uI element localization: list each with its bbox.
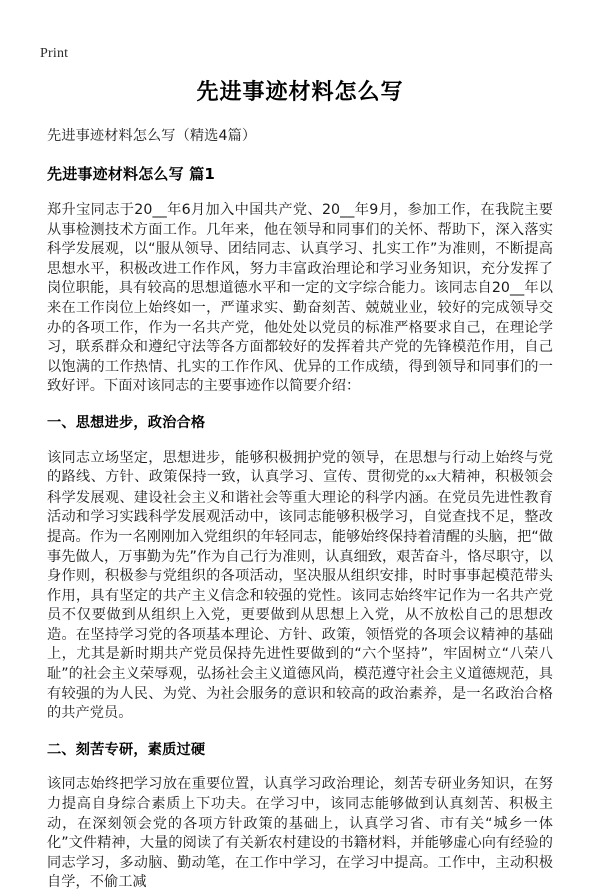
page-title: 先进事迹材料怎么写 — [196, 80, 404, 105]
article-heading: 先进事迹材料怎么写 篇1 — [47, 165, 216, 183]
section-1-paragraph — [47, 449, 553, 724]
section-1-redacted-number: xx — [424, 473, 437, 485]
section-2-paragraph: 该同志始终把学习放在重要位置，认真学习政治理论，刻苦专研业务知识，在努力提高自身综合素质上下功夫。在学习中，该同志能够做到认真刻苦、积极主动，在深刻领会党的各项方针政策的基础上，认真学习省、市有关“城乡一体化”文件精神，大量的阅读了有关新农村建设的书籍材料，并能够虚心向有经验的同志学习，多动脑、勤动笔，在工作中学习，在学习中提高。工作中，主动积极自学，不偷工减 — [47, 776, 553, 891]
section-1-text-part-a: 该同志立场坚定，思想进步，能够积极拥护党的领导，在思想与行动上始终与党的路线、方针、政策保持一致，认真学习、宣传、贯彻党的 — [47, 449, 553, 486]
section-heading-1: 一、思想进步，政治合格 — [47, 414, 206, 431]
section-heading-2: 二、刻苦专研，素质过硬 — [47, 741, 206, 758]
print-link[interactable]: Print — [40, 46, 69, 61]
document-subtitle: 先进事迹材料怎么写（精选4篇） — [47, 128, 257, 144]
section-1-text-part-b: 大精神，积极领会科学发展观、建设社会主义和谐社会等重大理论的科学内涵。在党员先进性教育活动和学习实践科学发展观活动中，该同志能够积极学习，自觉查找不足，整改提高。作为一名刚刚加入党组织的年轻同志，能够始终保持着清醒的头脑，把“做事先做人，万事勤为先”作为自己行为准则，认真细致，艰苦奋斗，恪尽职守，以身作则，积极参与党组织的各项活动，坚决服从组织安排，时时事事起模范带头作用，具有坚定的共产主义信念和较强的党性。该同志始终牢记作为一名共产党员不仅要做到从组织上入党，更要做到从思想上入党，从不放松自己的思想改造。在坚持学习党的各项基本理论、方针、政策，领悟党的各项会议精神的基础上，尤其是新时期共产党员保持先进性要做到的“六个坚持”，牢固树立“八荣八耻”的社会主义荣辱观，弘扬社会主义道德风尚，模范遵守社会主义道德规范，具有较强的为人民、为党、为社会服务的意识和较高的政治素养，是一名政治合格的共产党员。 — [47, 469, 553, 722]
document-body — [47, 78, 553, 893]
intro-paragraph: 郑升宝同志于20__年6月加入中国共产党、20__年9月，参加工作，在我院主要从事检测技术方面工作。几年来，他在领导和同事们的关怀、帮助下，深入落实科学发展观，以“服从领导、团结同志、认真学习、扎实工作”为准则，不断提高思想水平，积极改进工作作风，努力丰富政治理论和学习业务知识，充分发挥了岗位职能，具有较高的思想道德水平和一定的文字综合能力。该同志自20__年以来在工作岗位上始终如一，严谨求实、勤奋刻苦、兢兢业业，较好的完成领导交办的各项工作，作为一名共产党，他处处以党员的标准严格要求自己，在理论学习，联系群众和遵纪守法等各方面都较好的发挥着共产党的先锋模范作用，自己以饱满的工作热情、扎实的工作作风、优异的工作成绩，得到领导和同事们的一致好评。下面对该同志的主要事迹作以简要介绍： — [47, 202, 553, 395]
